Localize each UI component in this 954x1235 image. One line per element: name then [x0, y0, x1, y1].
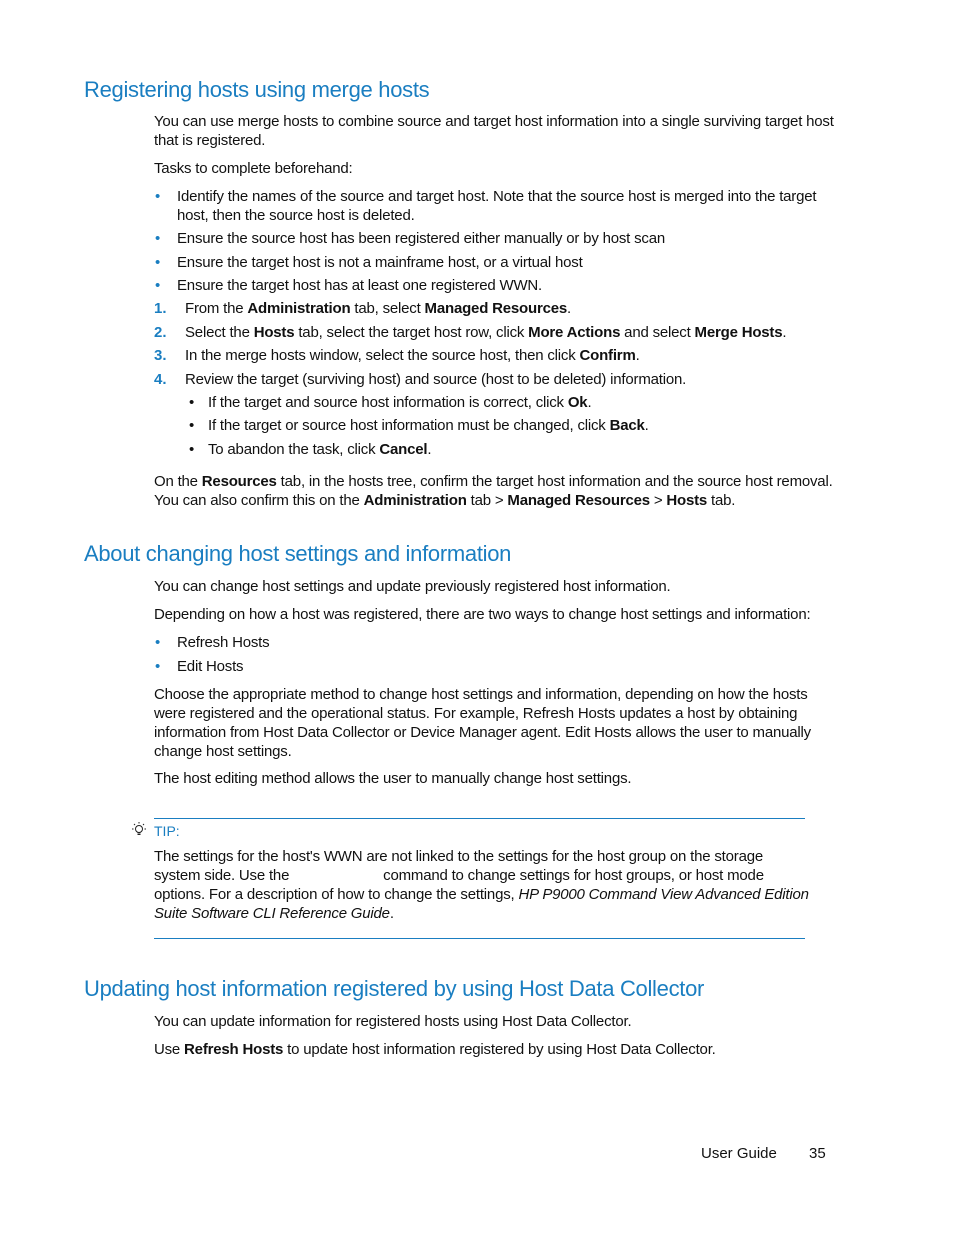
list-item: Refresh Hosts: [177, 634, 270, 651]
bullet-icon: •: [155, 277, 161, 294]
list-item: Edit Hosts: [177, 658, 244, 675]
step-number: 4.: [154, 371, 167, 388]
paragraph: You can use merge hosts to combine source and target host information into a single surviving target host that is registered.: [154, 113, 834, 149]
bullet-icon: •: [189, 441, 195, 458]
tip-text: The settings for the host's WWN are not linked to the settings for the host group on the storage system side. Use the command to change settings for host groups, or host mode options. For a description of how to change the settings, HP P9000 Command View Advanced Edition Suite Software CLI Reference Guide.: [154, 848, 809, 922]
substep: To abandon the task, click Cancel.: [208, 441, 432, 458]
list-item: Ensure the source host has been registered either manually or by host scan: [177, 230, 665, 247]
bullet-icon: •: [155, 658, 161, 675]
bullet-icon: •: [155, 634, 161, 651]
list-item: Ensure the target host is not a mainframe host, or a virtual host: [177, 254, 583, 271]
step-number: 3.: [154, 347, 167, 364]
paragraph: Tasks to complete beforehand:: [154, 160, 353, 177]
step-text: Select the Hosts tab, select the target host row, click More Actions and select Merge Hosts.: [185, 324, 787, 341]
paragraph: On the Resources tab, in the hosts tree, confirm the target host information and the source host removal. You can also confirm this on the Administration tab > Managed Resources > Hosts tab.: [154, 473, 833, 509]
list-item: Identify the names of the source and target host. Note that the source host is merged into the target host, then the source host is deleted.: [177, 188, 817, 224]
paragraph: Use Refresh Hosts to update host information registered by using Host Data Collector.: [154, 1041, 716, 1058]
lightbulb-icon: [130, 821, 148, 839]
tip-top-rule: [154, 818, 805, 819]
section-heading-about-host-settings: About changing host settings and information: [84, 541, 512, 566]
paragraph: You can change host settings and update previously registered host information.: [154, 578, 671, 595]
step-text: In the merge hosts window, select the source host, then click Confirm.: [185, 347, 640, 364]
page-number: 35: [809, 1145, 826, 1162]
section-heading-update-host-info: Updating host information registered by using Host Data Collector: [84, 976, 705, 1001]
step-text: From the Administration tab, select Managed Resources.: [185, 300, 571, 317]
step-text: Review the target (surviving host) and source (host to be deleted) information.: [185, 371, 687, 388]
bullet-icon: •: [155, 230, 161, 247]
substep: If the target and source host information is correct, click Ok.: [208, 394, 592, 411]
paragraph: Depending on how a host was registered, there are two ways to change host settings and information:: [154, 606, 811, 623]
bullet-icon: •: [155, 254, 161, 271]
tip-bottom-rule: [154, 938, 805, 939]
step-number: 1.: [154, 300, 167, 317]
paragraph: The host editing method allows the user to manually change host settings.: [154, 770, 632, 787]
footer-label: User Guide: [701, 1145, 777, 1162]
section-heading-merge-hosts: Registering hosts using merge hosts: [84, 77, 430, 102]
substep: If the target or source host information must be changed, click Back.: [208, 417, 649, 434]
paragraph: You can update information for registered hosts using Host Data Collector.: [154, 1013, 632, 1030]
list-item: Ensure the target host has at least one registered WWN.: [177, 277, 543, 294]
paragraph: Choose the appropriate method to change host settings and information, depending on how the hosts were registered and the operational status. For example, Refresh Hosts updates a host by obtaining information from Host Data Collector or Device Manager agent. Edit Hosts allows the user to manually change host settings.: [154, 686, 811, 760]
tip-label: TIP:: [154, 823, 180, 839]
bullet-icon: •: [189, 417, 195, 434]
bullet-icon: •: [189, 394, 195, 411]
step-number: 2.: [154, 324, 167, 341]
bullet-icon: •: [155, 188, 161, 205]
